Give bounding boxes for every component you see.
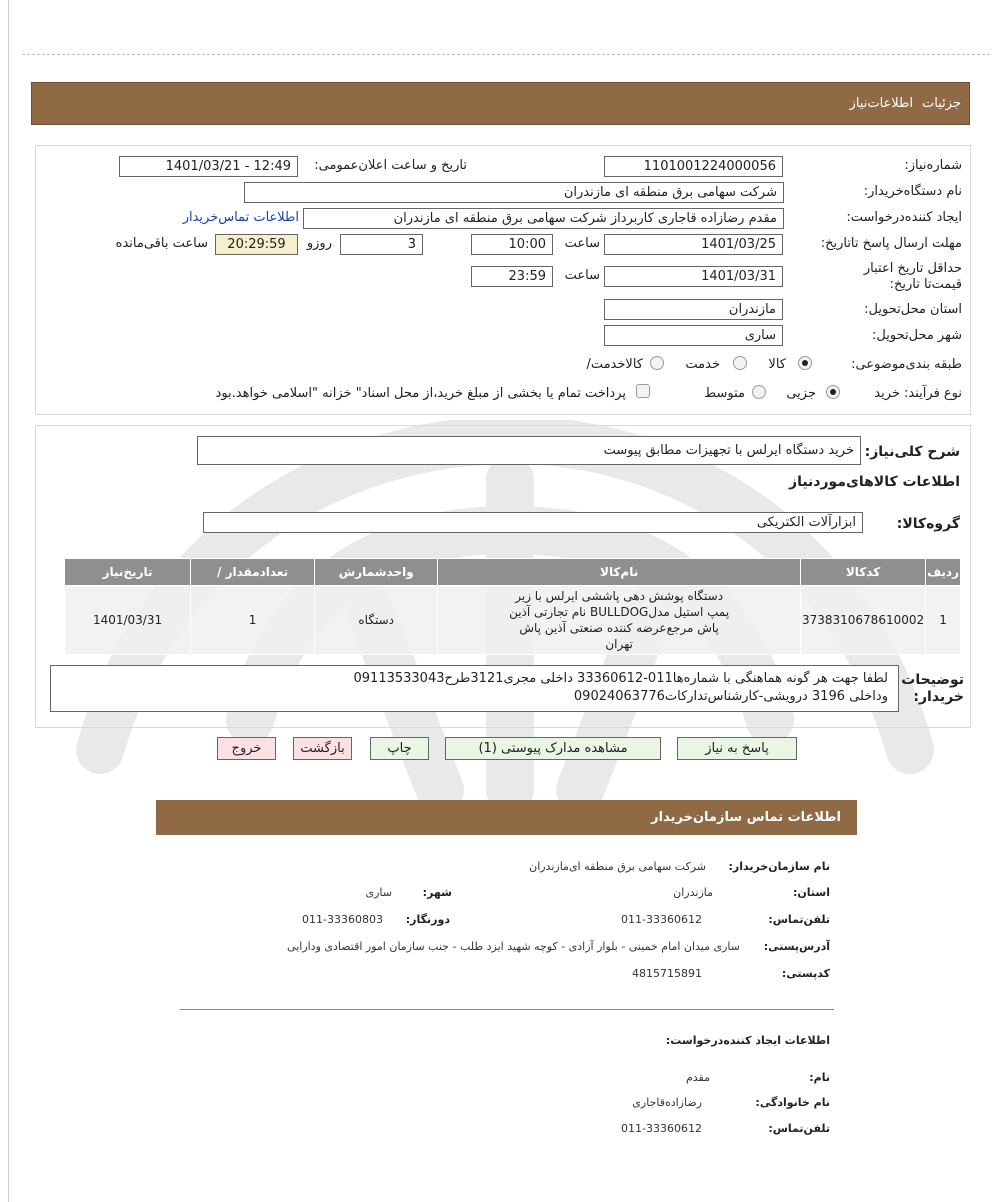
col-code: کدکالا xyxy=(800,559,925,586)
contact-address-label: آدرس‌پستی: xyxy=(763,940,830,953)
process-minor-label: جزیی xyxy=(786,386,816,401)
validity-hour-label: ساعت xyxy=(564,268,600,283)
header-bar xyxy=(31,82,970,125)
announce-field: 1401/03/21 - 12:49 xyxy=(119,156,298,177)
deadline-date-field: 1401/03/25 xyxy=(604,234,783,255)
days-field: 3 xyxy=(340,234,423,255)
days-label: روزو xyxy=(306,236,332,251)
contact-heading: اطلاعات تماس سازمان‌خریدار xyxy=(651,810,841,825)
deadline-label: مهلت ارسال پاسخ تا‌تاریخ: xyxy=(820,236,962,251)
cell-need-date: 1401/03/31 xyxy=(65,586,191,655)
need-number-field: 1101001224000056 xyxy=(604,156,783,177)
contact-phone-label: تلفن‌تماس: xyxy=(768,913,830,926)
contact-city-label: شهر: xyxy=(422,886,452,899)
back-button[interactable]: بازگشت xyxy=(293,737,352,760)
contact-org-label: نام سازمان‌خریدار: xyxy=(728,860,830,873)
summary-title-field: خرید دستگاه ایرلس با تجهیزات مطابق پیوست xyxy=(197,436,861,465)
remaining-label: ساعت باقی‌مانده xyxy=(115,236,208,251)
category-service-label: خدمت xyxy=(685,357,720,372)
announce-label: تاریخ و ساعت اعلان‌عمومی: xyxy=(314,158,467,173)
category-goods-service-label: کالا‌خدمت/ xyxy=(586,357,643,372)
contact-province-value: مازندران xyxy=(673,886,713,899)
col-name: نام‌کالا xyxy=(438,559,801,586)
print-button[interactable]: چاپ xyxy=(370,737,429,760)
page-left-border xyxy=(8,0,9,1202)
contact-org-value: شرکت سهامی برق منطقه ای‌مازندران xyxy=(529,860,706,873)
tab-need-info[interactable]: اطلاعات‌نیاز xyxy=(849,96,913,111)
buyer-org-field: شرکت سهامی برق منطقه ای مازندران xyxy=(244,182,784,203)
exit-button[interactable]: خروج xyxy=(217,737,276,760)
goods-table-header xyxy=(65,559,961,586)
category-label: طبقه بندی‌موضوعی: xyxy=(851,357,962,372)
cell-name-text: دستگاه پوشش دهی پاششی ایرلس با زیر پمپ استیل مدلBULLDOG نام تجارتی آذین پاش مرجع‌عرضه کننده صنعتی آذین پاش تهران xyxy=(509,589,730,651)
top-divider xyxy=(22,54,990,55)
contact-fax-value: 011-33360803 xyxy=(302,913,383,926)
validity-label: حداقل تاریخ اعتبار قیمت‌تا تاریخ: xyxy=(863,261,962,292)
process-medium-radio[interactable] xyxy=(752,385,766,399)
province-field: مازندران xyxy=(604,299,783,320)
goods-table xyxy=(64,558,961,655)
cell-name xyxy=(438,586,801,655)
requester-phone-label: تلفن‌تماس: xyxy=(768,1122,830,1135)
requester-heading: اطلاعات ایجاد کننده‌درخواست: xyxy=(665,1034,830,1047)
col-need-date: تاریخ‌نیاز xyxy=(65,559,191,586)
col-quantity: تعداد‌مقدار / xyxy=(191,559,315,586)
col-row: ردیف xyxy=(926,559,961,586)
category-service-radio[interactable] xyxy=(733,356,747,370)
goods-group-field: ابزارآلات الکتریکی xyxy=(203,512,863,533)
table-row xyxy=(65,586,961,655)
buyer-contact-link[interactable]: اطلاعات تماس‌خریدار xyxy=(182,210,299,225)
deadline-time-field: 10:00 xyxy=(471,234,553,255)
contact-postal-label: کد‌پستی: xyxy=(781,967,830,980)
buyer-notes-box xyxy=(50,665,899,712)
contact-fax-label: دورنگار: xyxy=(405,913,450,926)
treasury-payment-note: پرداخت تمام یا بخشی از مبلغ خرید،از محل اسناد" خزانه "اسلامی خواهد.بود xyxy=(215,386,626,401)
process-minor-radio[interactable] xyxy=(826,385,840,399)
reply-button[interactable]: پاسخ به نیاز xyxy=(677,737,797,760)
deadline-hour-label: ساعت xyxy=(564,236,600,251)
goods-info-heading: اطلاعات کالاهای‌موردنیاز xyxy=(789,474,960,490)
view-attachments-button[interactable]: مشاهده مدارک پیوستی (1) xyxy=(445,737,661,760)
buyer-org-label: نام دستگاه‌خریدار: xyxy=(863,184,962,199)
cell-quantity: 1 xyxy=(191,586,315,655)
category-goods-radio[interactable] xyxy=(798,356,812,370)
goods-group-label: گروه‌کالا: xyxy=(896,516,960,532)
category-goods-label: کالا xyxy=(768,357,786,372)
validity-date-field: 1401/03/31 xyxy=(604,266,783,287)
contact-address-value: ساری میدان امام خمینی - بلوار آزادی - کوچه شهید ایزد طلب - جنب سازمان امور اقتصادی ودارایی xyxy=(287,940,740,953)
remaining-time-field: 20:29:59 xyxy=(215,234,298,255)
buyer-notes-line2: وداخلی 3196 درویشی-کارشناس‌تدارکات09024063776 xyxy=(573,689,888,704)
requester-family-value: رضازاده‌قاجاری xyxy=(632,1096,702,1109)
requester-family-label: نام خانوادگی: xyxy=(755,1096,830,1109)
contact-postal-value: 4815715891 xyxy=(632,967,702,980)
validity-time-field: 23:59 xyxy=(471,266,553,287)
requester-name-label: نام: xyxy=(809,1071,830,1084)
province-label: استان محل‌تحویل: xyxy=(864,302,962,317)
buyer-notes-line1: لطفا جهت هر گونه هماهنگی با شماره‌ها011-33360612 داخلی مجری3121طرح09113533043 xyxy=(353,671,888,686)
cell-unit: دستگاه xyxy=(315,586,438,655)
contact-phone-value: 011-33360612 xyxy=(621,913,702,926)
tab-details[interactable]: جزئیات xyxy=(922,96,961,111)
section-divider xyxy=(180,1009,834,1010)
buyer-notes-label: توضیحات خریدار: xyxy=(901,672,964,705)
contact-section-bar xyxy=(156,800,857,835)
category-goods-service-radio[interactable] xyxy=(650,356,664,370)
creator-label: ایجاد کننده‌درخواست: xyxy=(846,210,962,225)
city-label: شهر محل‌تحویل: xyxy=(872,328,962,343)
city-field: ساری xyxy=(604,325,783,346)
creator-field: مقدم رضازاده قاجاری کاربرداز شرکت سهامی برق منطقه ای مازندران xyxy=(303,208,784,229)
cell-row: 1 xyxy=(926,586,961,655)
summary-title-label: شرح کلی‌نیاز: xyxy=(864,444,960,460)
requester-name-value: مقدم xyxy=(685,1071,710,1084)
requester-phone-value: 011-33360612 xyxy=(621,1122,702,1135)
cell-code: 3738310678610002 xyxy=(800,586,925,655)
process-label: نوع فرآیند: خرید xyxy=(874,386,962,401)
contact-city-value: ساری xyxy=(365,886,392,899)
contact-province-label: استان: xyxy=(793,886,830,899)
need-number-label: شماره‌نیاز: xyxy=(904,158,962,173)
process-medium-label: متوسط xyxy=(704,386,745,401)
treasury-payment-checkbox[interactable] xyxy=(636,384,650,398)
col-unit: واحدشمارش xyxy=(315,559,438,586)
